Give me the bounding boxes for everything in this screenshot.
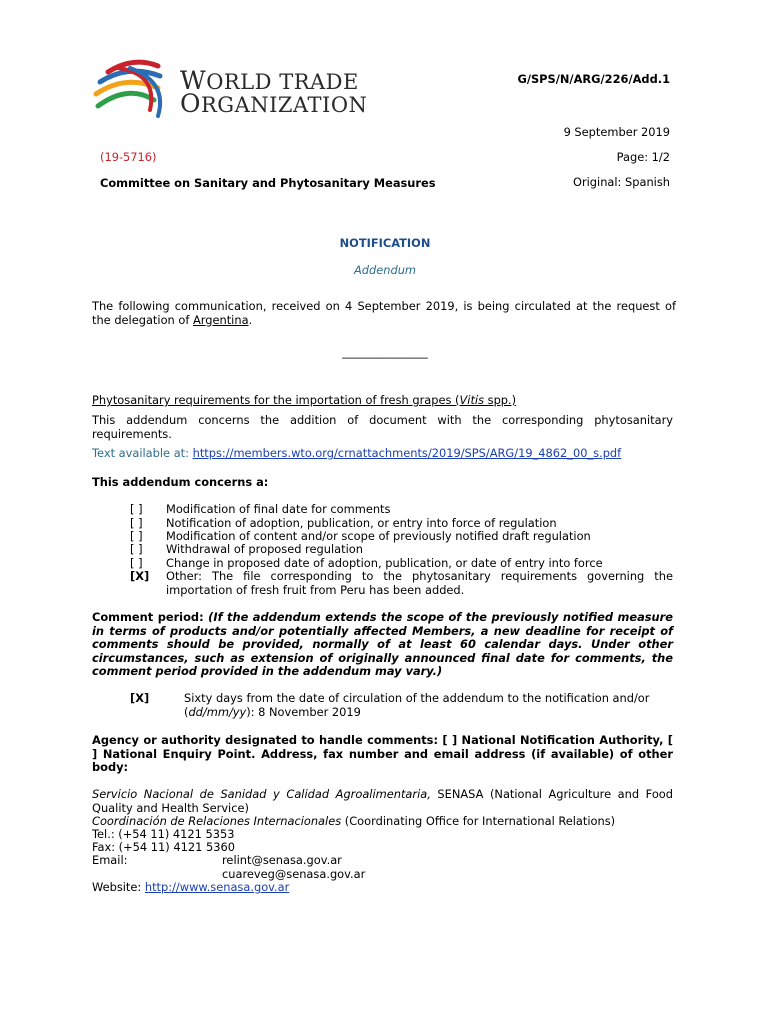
- text-available: [92, 447, 621, 461]
- comment-period-note: (If the addendum extends the scope of the previously notified measure in terms of products and/or potentially affected Members, a new deadline for receipt of comments should be provided, normally of at least 60 calendar days. Under other circumstances, such as extension of originally announced final date for comments, the comment period provided in the addendum may vary.): [92, 610, 674, 678]
- agency-website: [92, 881, 289, 895]
- agency-email-label: Email:: [92, 853, 128, 867]
- intro-country: Argentina: [192, 312, 249, 327]
- agency-office-es: Coordinación de Relaciones Internacionales: [92, 814, 342, 828]
- agency-website-label: Website:: [92, 880, 145, 894]
- concerns-heading: This addendum concerns a:: [92, 475, 269, 489]
- concern-text-4: Withdrawal of proposed regulation: [166, 542, 363, 556]
- notification-title: NOTIFICATION: [339, 236, 431, 250]
- subject-prefix: Phytosanitary requirements for the importation of fresh grapes (: [92, 393, 460, 407]
- agency-email-1[interactable]: relint@senasa.gov.ar: [222, 853, 342, 867]
- agency-fax: Fax: (+54 11) 4121 5360: [92, 840, 235, 854]
- agency-website-link[interactable]: http://www.senasa.gov.ar: [144, 880, 290, 894]
- intro-text: The following communication, received on 4 September 2019, is being circulated at the request of the delegation of: [92, 299, 676, 327]
- deadline-format: dd/mm/yy: [188, 704, 247, 719]
- agency-tel: Tel.: (+54 11) 4121 5353: [92, 827, 235, 841]
- separator-line: _______________: [342, 345, 428, 359]
- agency-name-en: SENASA (National Agriculture and Food Quality and Health Service): [92, 787, 673, 815]
- concern-mark-5: [ ]: [130, 556, 143, 570]
- org-name: WORLD TRADE ORGANIZATION: [180, 66, 368, 118]
- job-number: (19-5716): [100, 150, 157, 164]
- comment-period: [92, 611, 673, 679]
- concern-text-3: Modification of content and/or scope of previously notified draft regulation: [166, 529, 591, 543]
- addendum-description: This addendum concerns the addition of document with the corresponding phytosanitary requirements.: [92, 413, 673, 441]
- subject-species: Vitis: [459, 393, 485, 407]
- intro-end: .: [248, 312, 253, 327]
- subject-suffix: spp.): [484, 393, 517, 407]
- org-line1: ORLD TRADE: [206, 70, 359, 94]
- text-available-label: Text available at:: [92, 446, 193, 460]
- subject-title: [92, 394, 516, 408]
- concern-mark-4: [ ]: [130, 542, 143, 556]
- agency-name-es: Servicio Nacional de Sanidad y Calidad Agroalimentaria,: [92, 787, 431, 801]
- concern-mark-3: [ ]: [130, 529, 143, 543]
- comment-period-label: Comment period:: [92, 610, 209, 624]
- concern-text-6: Other: The file corresponding to the phytosanitary requirements governing the importation of fresh fruit from Peru has been added.: [166, 569, 673, 597]
- page-number: Page: 1/2: [616, 150, 670, 164]
- intro-paragraph: [92, 300, 676, 327]
- concern-text-1: Modification of final date for comments: [166, 502, 391, 516]
- deadline-text: Sixty days from the date of circulation of the addendum to the notification and/or (: [184, 691, 650, 719]
- agency-email-2[interactable]: cuareveg@senasa.gov.ar: [222, 867, 366, 881]
- agency-office-en: (Coordinating Office for International Relations): [341, 814, 616, 828]
- committee-name: Committee on Sanitary and Phytosanitary Measures: [100, 176, 436, 190]
- concern-mark-2: [ ]: [130, 516, 143, 530]
- text-available-link[interactable]: https://members.wto.org/crnattachments/2019/SPS/ARG/19_4862_00_s.pdf: [192, 446, 622, 460]
- addendum-subtitle: Addendum: [353, 263, 417, 277]
- doc-date: 9 September 2019: [563, 125, 670, 139]
- doc-symbol: G/SPS/N/ARG/226/Add.1: [517, 72, 670, 86]
- comment-period-deadline: [184, 692, 674, 719]
- deadline-date: ): 8 November 2019: [246, 704, 361, 719]
- concern-text-2: Notification of adoption, publication, or entry into force of regulation: [166, 516, 557, 530]
- agency-name: [92, 788, 673, 815]
- concern-mark-1: [ ]: [130, 502, 143, 516]
- agency-heading: Agency or authority designated to handle comments: [ ] National Notification Authority, [ ] National Enquiry Point. Address, fax number and email address (if available) of other body:: [92, 733, 673, 774]
- concern-text-5: Change in proposed date of adoption, publication, or date of entry into force: [166, 556, 603, 570]
- comment-period-mark: [X]: [130, 691, 150, 705]
- concern-mark-6: [X]: [130, 569, 150, 583]
- original-language: Original: Spanish: [572, 175, 670, 189]
